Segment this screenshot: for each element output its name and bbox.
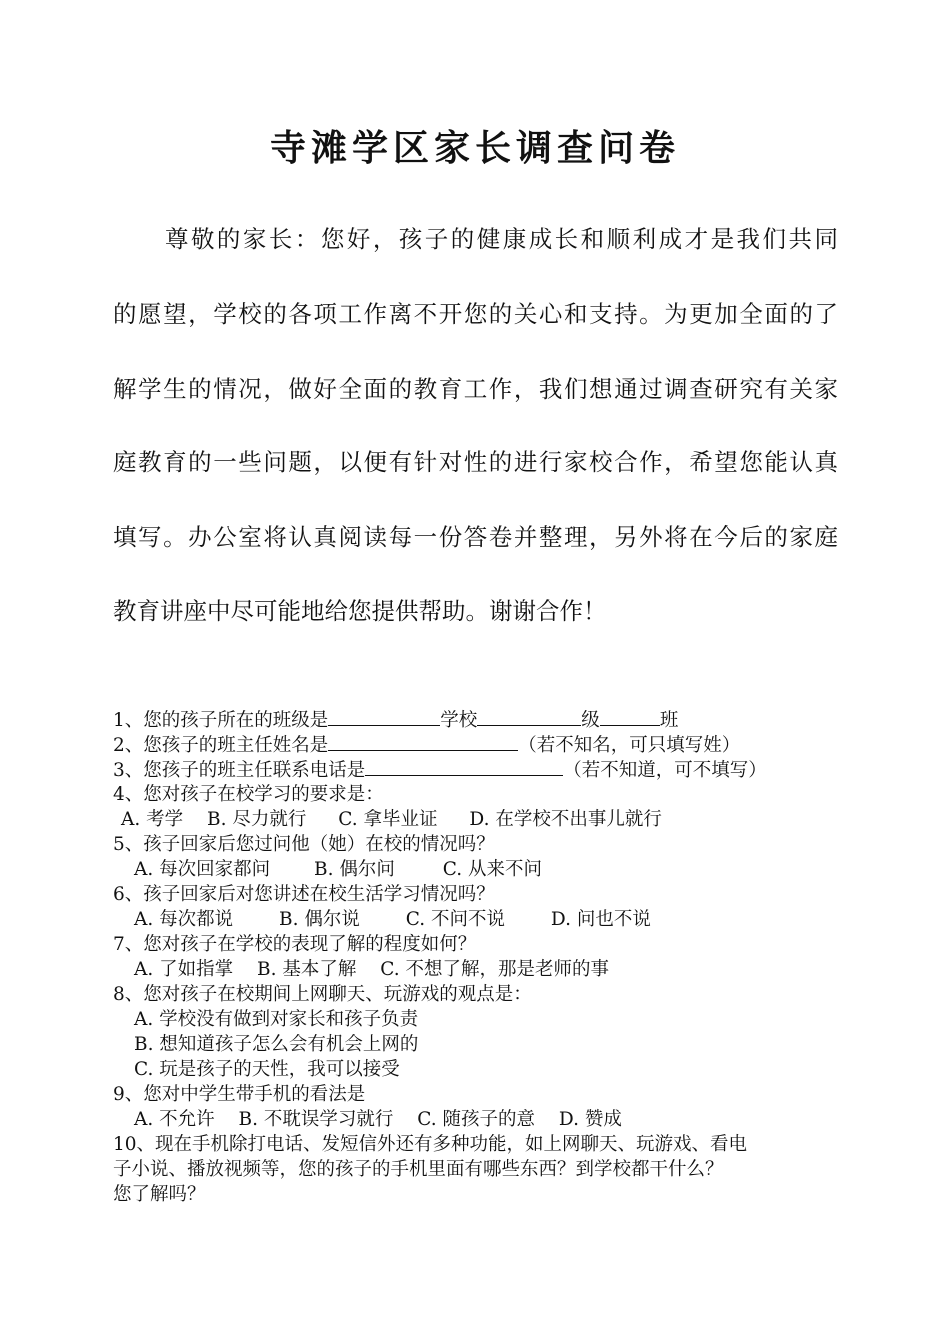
- question-9: 9、您对中学生带手机的看法是: [113, 1084, 366, 1105]
- question-2-note: （若不知名，可只填写姓）: [518, 735, 741, 756]
- option-c[interactable]: C. 玩是孩子的天性，我可以接受: [134, 1059, 400, 1080]
- option-a[interactable]: A. 学校没有做到对家长和孩子负责: [134, 1009, 419, 1030]
- question-7: 7、您对孩子在学校的表现了解的程度如何？: [113, 934, 477, 955]
- option-b[interactable]: B. 不耽误学习就行: [238, 1109, 394, 1130]
- option-b[interactable]: B. 偶尔说: [279, 909, 360, 930]
- option-c[interactable]: C. 从来不问: [442, 859, 543, 880]
- question-4-options: [121, 807, 662, 832]
- class-school-blank[interactable]: [328, 707, 440, 726]
- question-5-options: [134, 857, 542, 882]
- option-a[interactable]: A. 每次回家都问: [134, 859, 271, 880]
- intro-line: 教育讲座中尽可能地给您提供帮助。谢谢合作！: [113, 597, 607, 625]
- teacher-phone-blank[interactable]: [365, 757, 563, 776]
- question-6-options: [134, 907, 651, 932]
- intro-line: 的愿望，学校的各项工作离不开您的关心和支持。为更加全面的了: [113, 300, 838, 328]
- option-a[interactable]: A. 了如指掌: [134, 959, 234, 980]
- option-b[interactable]: B. 偶尔问: [314, 859, 395, 880]
- question-10-line: 您了解吗？: [113, 1184, 206, 1205]
- option-a[interactable]: A. 不允许: [134, 1109, 215, 1130]
- class-blank[interactable]: [600, 707, 660, 726]
- grade-blank[interactable]: [477, 707, 581, 726]
- question-5: 5、孩子回家后您过问他（她）在校的情况吗？: [113, 834, 495, 855]
- question-4: 4、您对孩子在校学习的要求是：: [113, 784, 384, 805]
- intro-line: 庭教育的一些问题，以便有针对性的进行家校合作，希望您能认真: [113, 448, 838, 476]
- question-1-text: 1、您的孩子所在的班级是: [113, 710, 329, 731]
- school-label: 学校: [440, 710, 478, 731]
- document-title: 寺滩学区家长调查问卷: [269, 128, 680, 169]
- question-7-options: [134, 957, 609, 982]
- question-10-line: 子小说、播放视频等，您的孩子的手机里面有哪些东西？到学校都干什么？: [113, 1159, 724, 1180]
- question-2-text: 2、您孩子的班主任姓名是: [113, 735, 329, 756]
- question-3: [113, 757, 767, 783]
- option-d[interactable]: D. 在学校不出事儿就行: [469, 809, 662, 830]
- option-c[interactable]: C. 随孩子的意: [417, 1109, 536, 1130]
- intro-line: 解学生的情况，做好全面的教育工作，我们想通过调查研究有关家: [113, 375, 838, 403]
- option-c[interactable]: C. 不想了解，那是老师的事: [380, 959, 610, 980]
- option-a[interactable]: A. 考学: [121, 809, 184, 830]
- question-3-note: （若不知道，可不填写）: [563, 760, 767, 781]
- option-c[interactable]: C. 拿毕业证: [338, 809, 438, 830]
- option-d[interactable]: D. 赞成: [558, 1109, 622, 1130]
- option-d[interactable]: D. 问也不说: [550, 909, 651, 930]
- class-label: 班: [659, 710, 679, 731]
- option-b[interactable]: B. 想知道孩子怎么会有机会上网的: [134, 1034, 419, 1055]
- question-3-text: 3、您孩子的班主任联系电话是: [113, 760, 366, 781]
- intro-line: 填写。办公室将认真阅读每一份答卷并整理，另外将在今后的家庭: [113, 523, 838, 551]
- option-b[interactable]: B. 基本了解: [257, 959, 357, 980]
- question-10-line: 10、现在手机除打电话、发短信外还有多种功能，如上网聊天、玩游戏、看电: [113, 1134, 748, 1155]
- question-1: [113, 707, 678, 733]
- teacher-name-blank[interactable]: [328, 732, 518, 751]
- option-b[interactable]: B. 尽力就行: [207, 809, 307, 830]
- question-8: 8、您对孩子在校期间上网聊天、玩游戏的观点是：: [113, 984, 532, 1005]
- option-c[interactable]: C. 不问不说: [405, 909, 506, 930]
- grade-label: 级: [581, 710, 600, 731]
- option-a[interactable]: A. 每次都说: [134, 909, 234, 930]
- question-9-options: [134, 1107, 622, 1132]
- question-6: 6、孩子回家后对您讲述在校生活学习情况吗？: [113, 884, 495, 905]
- question-2: [113, 732, 740, 758]
- intro-line: 尊敬的家长：您好，孩子的健康成长和顺利成才是我们共同: [113, 225, 838, 253]
